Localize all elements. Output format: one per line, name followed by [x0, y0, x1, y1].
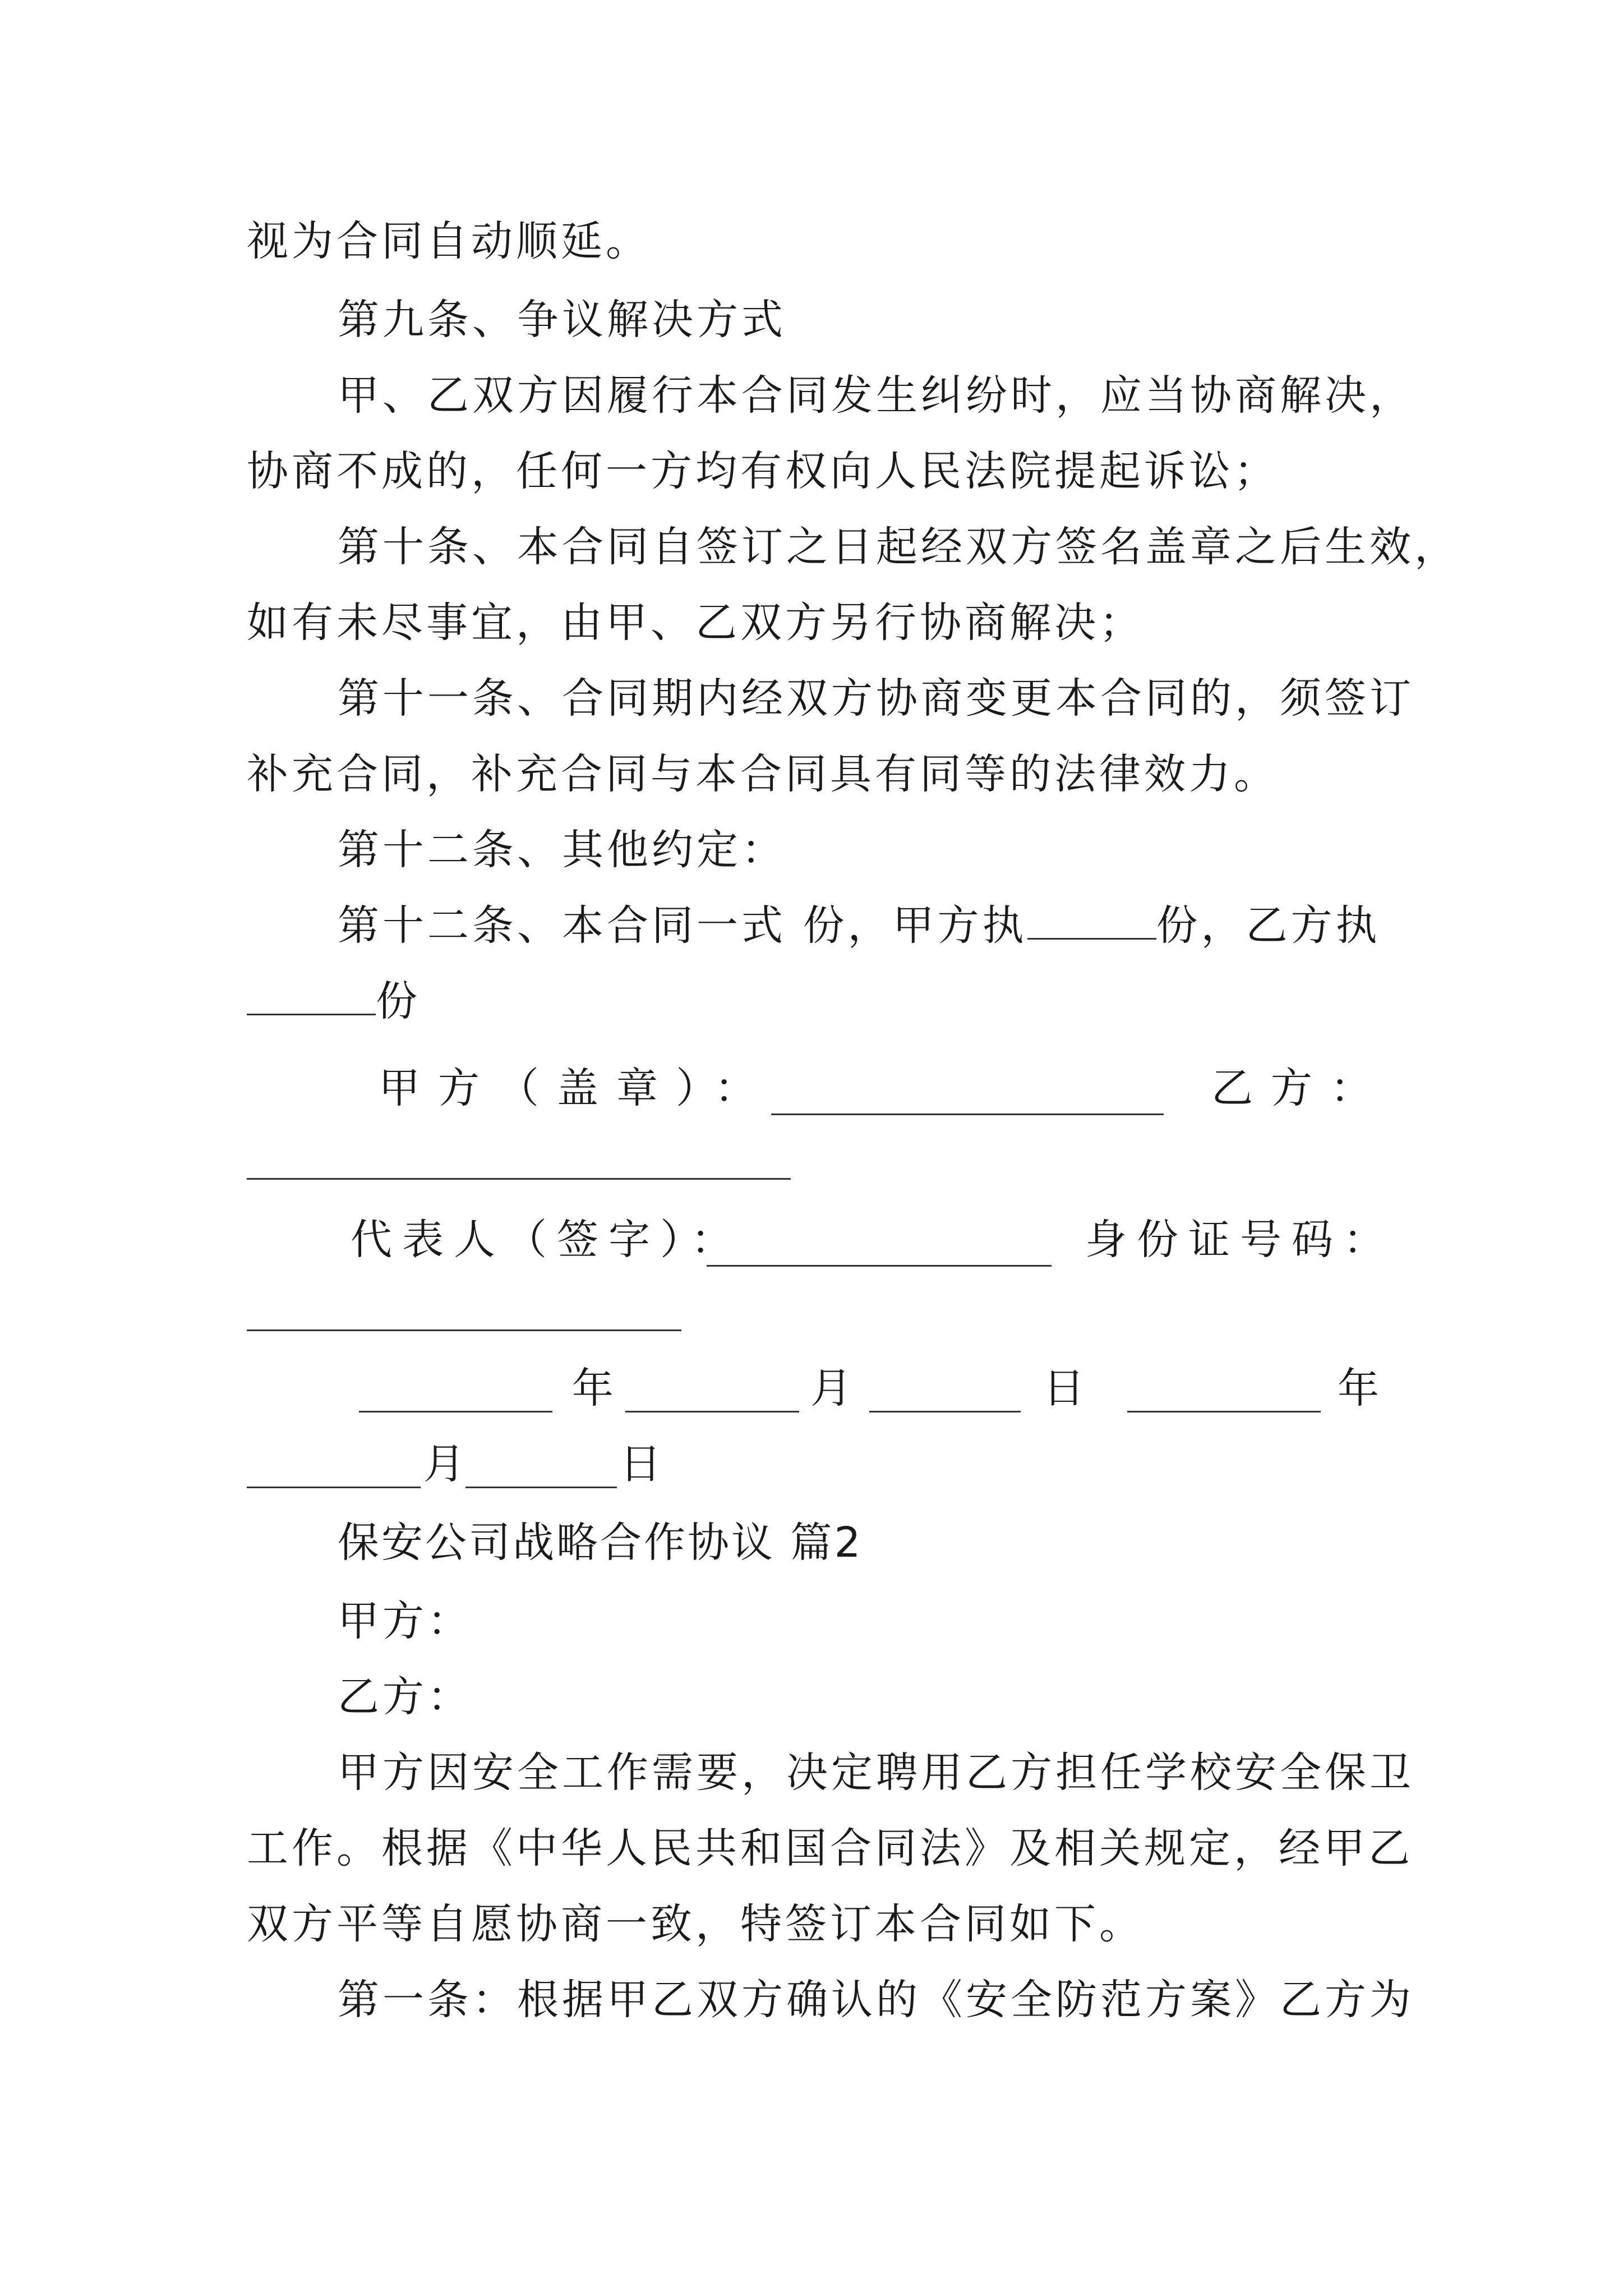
text-line: 工作。根据《中华人民共和国合同法》及相关规定，经甲乙	[247, 1824, 1413, 1872]
section-2-article-1: 第一条：根据甲乙双方确认的《安全防范方案》乙方为	[338, 1976, 1414, 2024]
copies-line-2	[247, 973, 421, 1029]
party-b-blank[interactable]	[247, 1178, 791, 1180]
section-2-party-a: 甲方：	[338, 1597, 472, 1645]
text-line: 视为合同自动顺延。	[247, 217, 651, 265]
copies-party-b-blank[interactable]	[247, 974, 376, 1015]
representative-blank[interactable]	[707, 1265, 1052, 1267]
month-label: 月	[423, 1440, 468, 1488]
article-11-text: 第十一条、合同期内经双方协商变更本合同的，须签订	[338, 674, 1414, 723]
section-2-title: 保安公司战略合作协议 篇2	[338, 1519, 863, 1567]
party-a-day-blank[interactable]	[869, 1411, 1021, 1412]
section-2-party-b: 乙方：	[338, 1673, 472, 1721]
text-line: 甲、乙双方因履行本合同发生纠纷时，应当协商解决，	[338, 371, 1414, 420]
text-line: 甲方因安全工作需要，决定聘用乙方担任学校安全保卫	[338, 1749, 1414, 1797]
copies-tail: 份	[376, 977, 421, 1025]
day-label: 日	[1043, 1364, 1088, 1412]
party-a-seal-label: 甲方（盖章）：	[379, 1064, 774, 1112]
copies-middle: 份，乙方执	[1156, 901, 1381, 950]
article-10-text: 第十条、本合同自签订之日起经双方签名盖章之后生效，	[338, 523, 1459, 571]
copies-prefix: 第十二条、本合同一式 份，甲方执	[338, 901, 1027, 950]
party-b-month-blank[interactable]	[247, 1487, 421, 1488]
article-12-heading: 第十二条、其他约定：	[338, 826, 786, 874]
party-a-seal-blank[interactable]	[771, 1114, 1164, 1115]
party-a-month-blank[interactable]	[625, 1411, 799, 1412]
month-label: 月	[810, 1364, 855, 1412]
copies-party-a-blank[interactable]	[1027, 899, 1156, 940]
id-number-label: 身份证号码：	[1085, 1216, 1395, 1264]
party-b-year-blank[interactable]	[1127, 1411, 1321, 1412]
article-9-heading: 第九条、争议解决方式	[338, 296, 786, 344]
text-line: 补充合同，补充合同与本合同具有同等的法律效力。	[247, 750, 1279, 798]
id-number-blank[interactable]	[247, 1329, 681, 1331]
party-b-label: 乙方：	[1211, 1064, 1390, 1112]
year-label: 年	[1338, 1364, 1382, 1412]
year-label: 年	[572, 1364, 617, 1412]
text-line: 双方平等自愿协商一致，特签订本合同如下。	[247, 1900, 1144, 1948]
representative-label: 代表人（签字）：	[351, 1216, 743, 1264]
text-line: 协商不成的，任何一方均有权向人民法院提起诉讼；	[247, 447, 1279, 495]
copies-line	[338, 898, 1381, 954]
party-a-year-blank[interactable]	[359, 1411, 552, 1412]
day-label: 日	[620, 1440, 665, 1488]
text-line: 如有未尽事宜，由甲、乙双方另行协商解决；	[247, 599, 1144, 647]
party-b-day-blank[interactable]	[465, 1487, 617, 1488]
